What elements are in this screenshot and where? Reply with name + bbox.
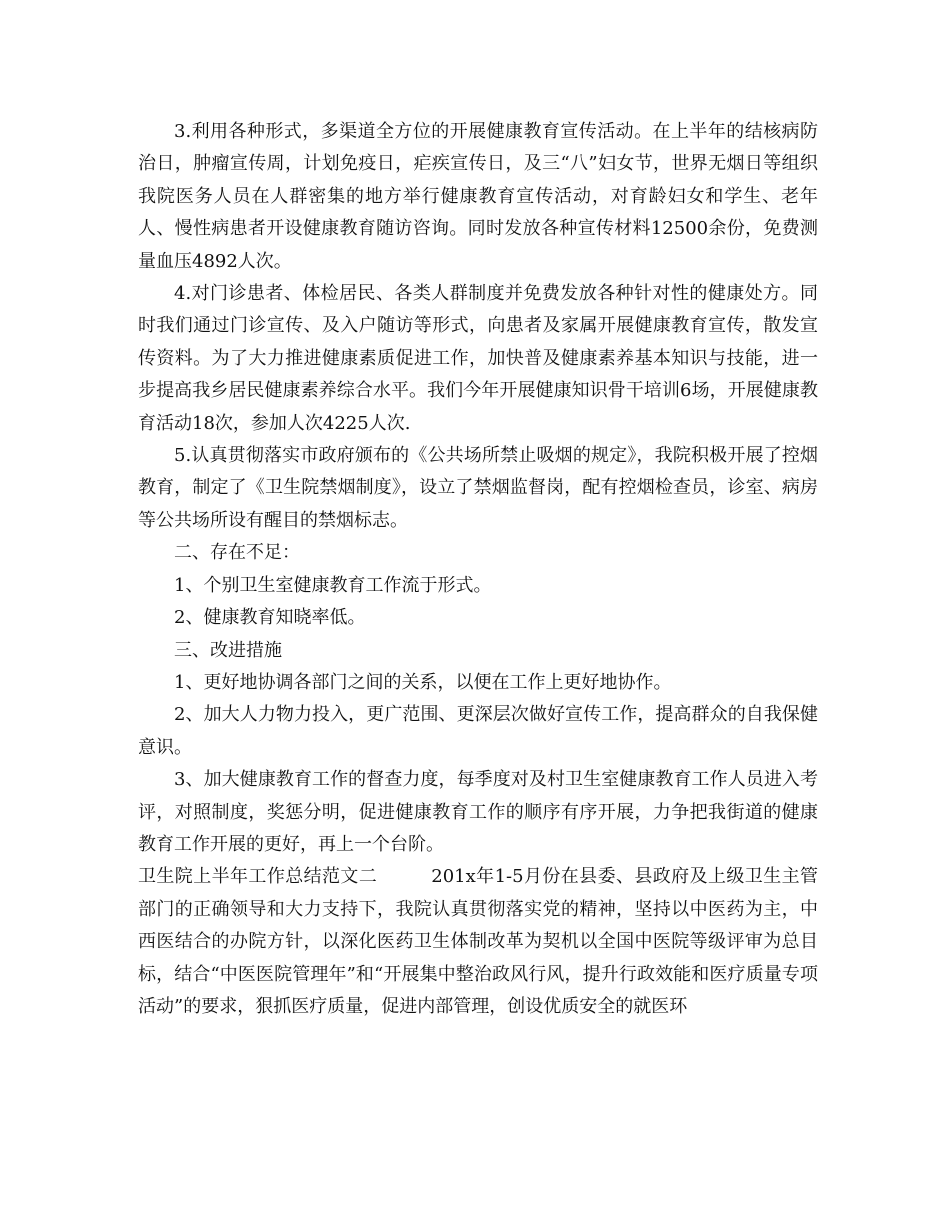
document-body — [138, 116, 818, 1023]
improvement-item-1: 1、更好地协调各部门之间的关系，以便在工作上更好地协作。 — [174, 671, 672, 693]
improvement-item-2: 2、加大人力物力投入，更广范围、更深层次做好宣传工作，提高群众的自我保健意识。 — [138, 704, 818, 758]
shortcoming-item-2: 2、健康教育知晓率低。 — [174, 607, 366, 629]
section-heading-improvements: 三、改进措施 — [174, 639, 282, 661]
second-summary-paragraph — [138, 861, 818, 1023]
improvement-item-3: 3、加大健康教育工作的督查力度，每季度对及村卫生室健康教育工作人员进入考评，对照制度，奖惩分明，促进健康教育工作的顺序有序开展，力争把我街道的健康教育工作开展的更好，再上一个台阶。 — [138, 769, 818, 855]
paragraph-3: 3.利用各种形式，多渠道全方位的开展健康教育宣传活动。在上半年的结核病防治日，肿瘤宣传周，计划免疫日，疟疾宣传日，及三“八”妇女节，世界无烟日等组织我院医务人员在人群密集的地方举行健康教育宣传活动，对育龄妇女和学生、老年人、慢性病患者开设健康教育随访咨询。同时发放各种宣传材料12500余份，免费测量血压4892人次。 — [138, 121, 818, 272]
second-summary-title: 卫生院上半年工作总结范文二 — [138, 866, 378, 888]
paragraph-4: 4.对门诊患者、体检居民、各类人群制度并免费发放各种针对性的健康处方。同时我们通过门诊宣传、及入户随访等形式，向患者及家属开展健康教育宣传，散发宣传资料。为了大力推进健康素质促进工作，加快普及健康素养基本知识与技能，进一步提高我乡居民健康素养综合水平。我们今年开展健康知识骨干培训6场，开展健康教育活动18次，参加人次4225人次. — [138, 283, 818, 434]
second-summary-text: 201x年1-5月份在县委、县政府及上级卫生主管部门的正确领导和大力支持下，我院认真贯彻落实党的精神，坚持以中医药为主，中西医结合的办院方针，以深化医药卫生体制改革为契机以全国中医院等级评审为总目标，结合“中医医院管理年”和“开展集中整治政风行风，提升行政效能和医疗质量专项活动”的要求，狠抓医疗质量，促进内部管理，创设优质安全的就医环 — [138, 866, 819, 1017]
shortcoming-item-1: 1、个别卫生室健康教育工作流于形式。 — [174, 574, 492, 596]
paragraph-5: 5.认真贯彻落实市政府颁布的《公共场所禁止吸烟的规定》，我院积极开展了控烟教育，制定了《卫生院禁烟制度》，设立了禁烟监督岗，配有控烟检查员，诊室、病房等公共场所设有醒目的禁烟标志。 — [138, 445, 818, 531]
section-heading-shortcomings: 二、存在不足： — [174, 542, 300, 564]
